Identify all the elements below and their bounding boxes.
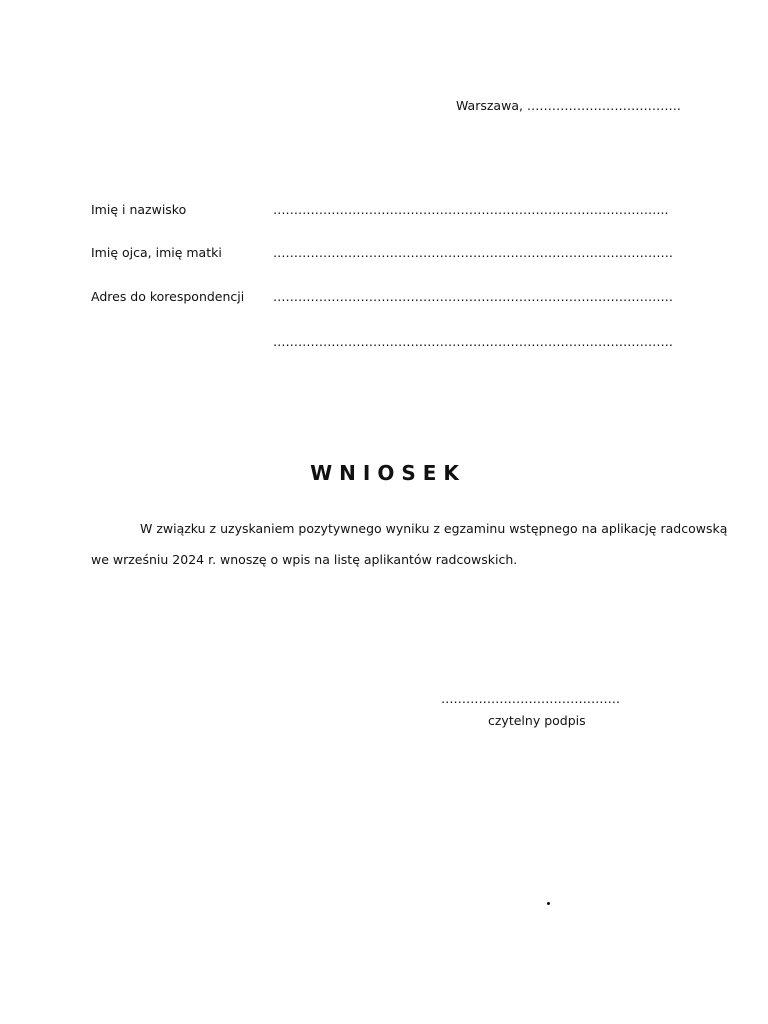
body-text-line-2: we wrześniu 2024 r. wnoszę o wpis na listę aplikantów radcowskich. <box>91 552 518 567</box>
field-dots-parents: …………………………………………………………………………………… <box>273 245 673 260</box>
field-dots-name: ………………………………………………………………………………….. <box>273 202 669 217</box>
field-dots-address-2: …………………………………………………………………………………… <box>273 334 673 349</box>
field-dots-address: …………………………………………………………………………………… <box>273 289 673 304</box>
field-label-parents: Imię ojca, imię matki <box>91 245 222 260</box>
document-title: WNIOSEK <box>310 461 466 485</box>
place-date-line: Warszawa, ………………………………. <box>456 98 681 113</box>
body-text-line-1: W związku z uzyskaniem pozytywnego wyniku z egzaminu wstępnego na aplikację radcowską <box>140 521 728 536</box>
field-label-name: Imię i nazwisko <box>91 202 187 217</box>
signature-label: czytelny podpis <box>488 713 586 728</box>
signature-line: ……………………………………. <box>441 691 620 706</box>
field-label-address: Adres do korespondencji <box>91 289 245 304</box>
stray-dot-mark <box>547 902 550 905</box>
